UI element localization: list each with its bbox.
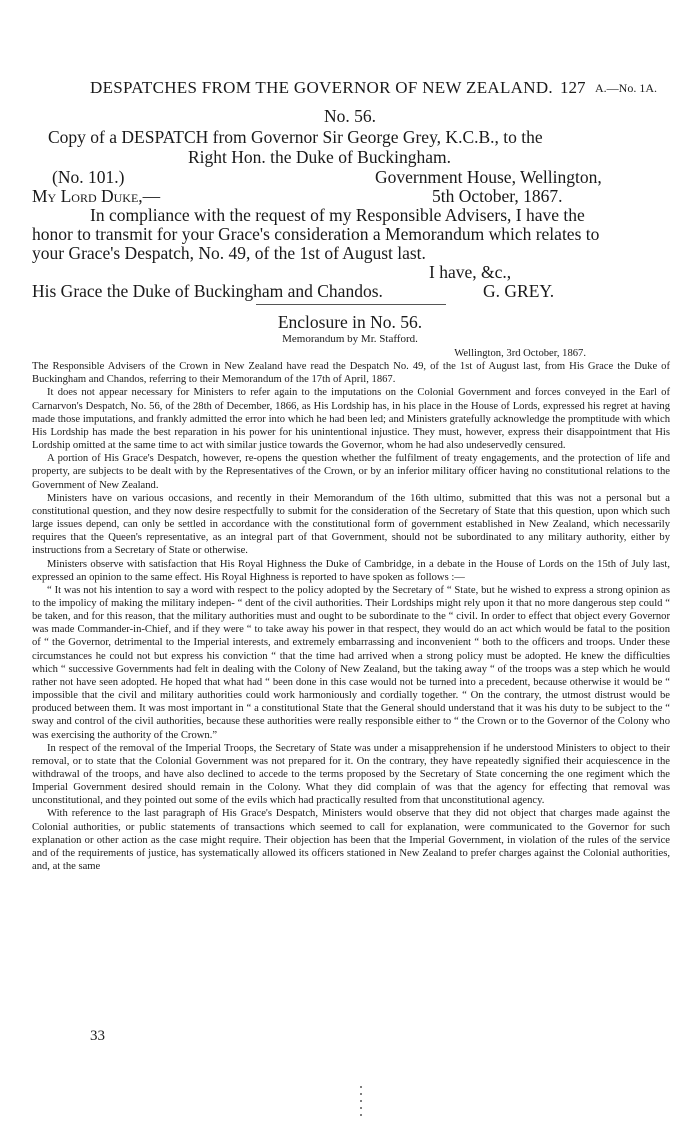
closing: I have, &c., [429, 262, 512, 282]
despatch-date: 5th October, 1867. [432, 186, 563, 206]
enclosure-title: Enclosure in No. 56. [277, 312, 423, 332]
memorandum-paragraph: In respect of the removal of the Imperial Troops, the Secretary of State was under a misapprehension if he understood Ministers to object to their removal, or to state that the Colonial Government was not prepared for it. On the contrary, they have repeatedly signified their acquiescence in the withdrawal of the troops, and have also declined to accede to the terms proposed by the Secretary of State concerning the one regiment which the Imperial Government desired should remain in the Colony. What they did complain of was that the agency for effecting that removal was unconstitutional, and they pointed out some of the evils which had practically resulted from that unconstitutional agency. [32, 742, 670, 807]
salutation: My Lord Duke,— [32, 186, 161, 206]
memorandum-body [32, 347, 670, 873]
memorandum-paragraph: Ministers observe with satisfaction that His Royal Highness the Duke of Cambridge, in a debate in the House of Lords on the 15th of July last, expressed an opinion to the same effect. His Royal Highness is reported to have spoken as follows :— [32, 558, 670, 583]
signature: G. GREY. [483, 281, 555, 301]
addressee: His Grace the Duke of Buckingham and Chandos. [32, 281, 383, 301]
despatch-body-line1: In compliance with the request of my Responsible Advisers, I have the [90, 205, 585, 225]
printer-mark [357, 1084, 365, 1118]
page-number: 127 [560, 78, 586, 97]
memorandum-paragraph: Ministers have on various occasions, and recently in their Memorandum of the 16th ultimo, submitted that this was not a personal but a constitutional question, and they now desire respectfully to submit for the consideration of the Secretary of State that this question, upon which such large issues depend, can only be settled in accordance with the constitutional form of government established in New Zealand, which necessarily requires that the Queen's representative, as an integral part of that Government, should not be subordinated to any military authority, either by instructions from a Secretary of State or otherwise. [32, 492, 670, 557]
memorandum-paragraph: The Responsible Advisers of the Crown in New Zealand have read the Despatch No. 49, of the 1st of August last, from His Grace the Duke of Buckingham and Chandos, referring to their Memorandum of the 17th of April, 1867. [32, 361, 670, 386]
running-title: DESPATCHES FROM THE GOVERNOR OF NEW ZEALAND. [90, 78, 553, 97]
despatch-title-line1: Copy of a DESPATCH from Governor Sir George Grey, K.C.B., to the [48, 127, 543, 147]
memorandum-paragraph: A portion of His Grace's Despatch, however, re-opens the question whether the fulfilment of treaty engagements, and the protection of life and property, are subjects to be dealt with by the Representatives of the Crown, or by an inferior military officer having no constitutional relations to the Government of New Zealand. [32, 453, 670, 491]
despatch-title-line2: Right Hon. the Duke of Buckingham. [188, 147, 451, 167]
memorandum-dateline: Wellington, 3rd October, 1867. [454, 348, 586, 359]
paper-code: A.—No. 1A. [595, 81, 657, 95]
quoted-speech: “ It was not his intention to say a word with respect to the policy adopted by the Secretary of “ State, but he wished to express a strong opinion as to the impolicy of making the military indepen- “ dent of the civil authorities. Their Lordships might rely upon it that no more dangerous step could “ be taken, and for this reason, that the military authorities must and ought to be subordinate to the “ civil. In order to effect that object every Governor was made Commander-in-Chief, and if they were “ to take away his power in that respect, they would do an act which would be fatal to the position of “ the Governor, detrimental to the Imperial interests, and extremely embarrassing and inconvenient “ both to the officers and troops. Under these circumstances he could not but express his conviction “ that the time had arrived when a strong policy must be adopted. He knew the difficulties which “ successive Governments had felt in dealing with the Colony of New Zealand, but the taking away “ of the troops was a step which he would rather not have seen adopted. He hoped that what had “ been done in this case would not be turned into a precedent, because otherwise it would be “ impossible that the civil and military authorities could work harmoniously and cordially together. “ On the contrary, the utmost distrust would be produced between them. It was most important in “ a constitutional State that the General should understand that it was his duty to be subject to the “ sway and control of the civil authorities, because these authorities were really responsible either to “ the Crown or to the Governor of the Colony who was exercising the authority of the Crown.” [32, 584, 670, 741]
despatch-ref-no: (No. 101.) [52, 167, 125, 187]
enclosure-subtitle: Memorandum by Mr. Stafford. [282, 333, 418, 345]
despatch-number: No. 56. [323, 106, 376, 126]
section-divider [256, 304, 446, 305]
despatch-body-line2: honor to transmit for your Grace's consideration a Memorandum which relates to [32, 224, 600, 244]
despatch-body-line3: your Grace's Despatch, No. 49, of the 1st of August last. [32, 243, 426, 263]
memorandum-paragraph: It does not appear necessary for Ministers to refer again to the imputations on the Colonial Government and forces conveyed in the Earl of Carnarvon's Despatch, No. 56, of the 28th of December, 1866, as His Lordship has, in his place in the House of Lords, expressed his regret at having made those imputations, and frankly admitted the error into which he had been led; and Ministers gratefully acknowledge the promptitude with which His Lordship has made the best reparation in his power for his unintentional injustice. They must, however, express their disappointment that His Lordship omitted at the same time to act with similar justice towards the Governor, whom he had also undeservedly censured. [32, 387, 670, 452]
memorandum-paragraph: With reference to the last paragraph of His Grace's Despatch, Ministers would observe that they did not object that charges made against the Colonial authorities, or public statements of transactions which seemed to call for explanation, were communicated to the Governor for such explanation or other action as the case might require. Their objection has been that the Imperial Government, in violation of the rules of the service and of the requirements of justice, has systematically allowed its officers stationed in New Zealand to prefer charges against the Colonial authorities, and, at the same [32, 808, 670, 873]
despatch-place: Government House, Wellington, [375, 167, 602, 187]
folio-number: 33 [90, 1028, 105, 1044]
